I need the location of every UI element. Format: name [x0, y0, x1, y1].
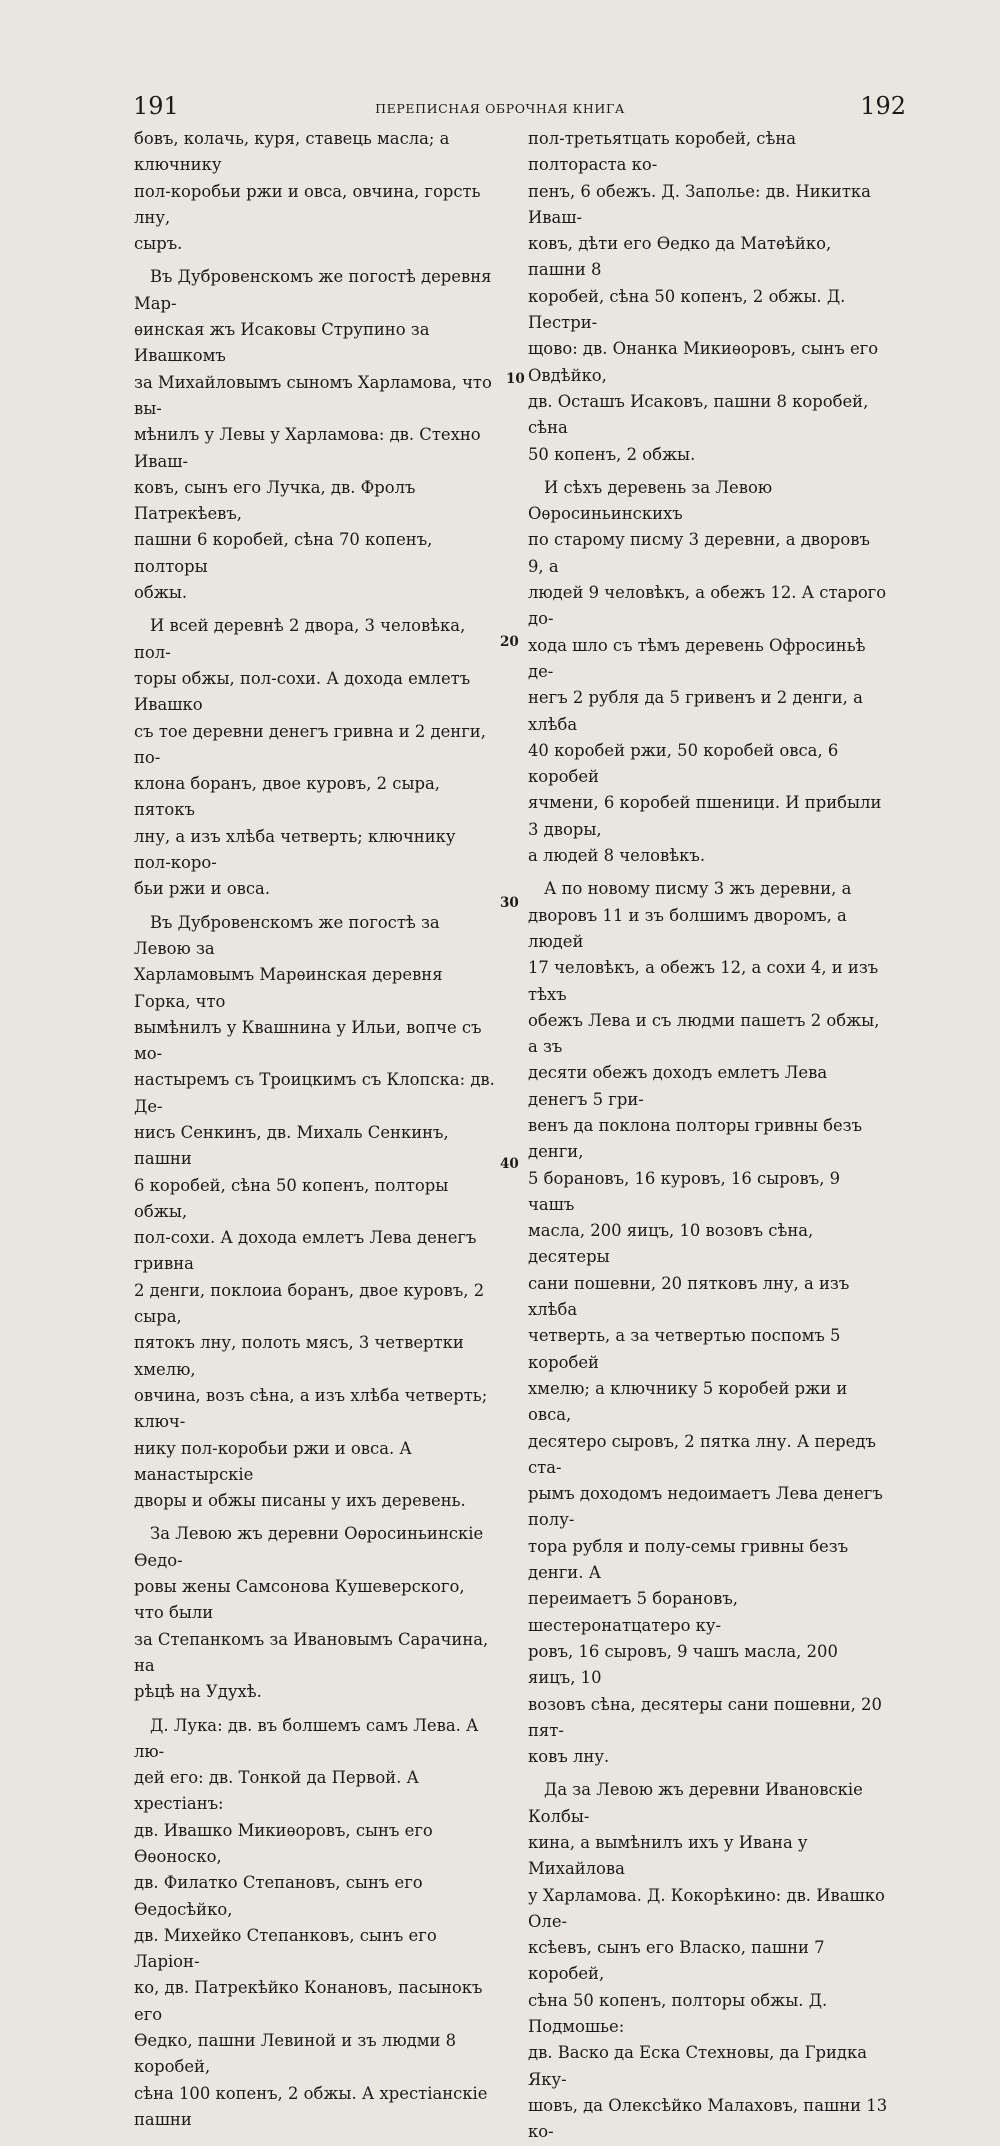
paragraph [134, 264, 496, 606]
text-line: хода шло съ тѣмъ деревень Офросиньѣ де- [528, 635, 866, 681]
text-line: клона боранъ, двое куровъ, 2 сыра, пятокъ [134, 774, 440, 820]
text-line: обежъ Лева и съ людми пашетъ 2 обжы, а зъ [528, 1010, 880, 1057]
text-line: ровы жены Самсонова Кушеверского, что были [134, 1577, 465, 1623]
paragraph [134, 126, 496, 257]
text-line: десятеро сыровъ, 2 пятка лну. А передъ ста- [528, 1431, 876, 1477]
text-line: пенъ, 6 обежъ. Д. Заполье: дв. Никитка Иваш- [528, 181, 871, 227]
text-line: ковъ лну. [528, 1747, 610, 1767]
text-line: Харламовымъ Марѳинская деревня Горка, что [134, 965, 443, 1011]
text-line: настыремъ съ Троицкимъ съ Клопска: дв. Де- [134, 1070, 495, 1116]
text-line: сани пошевни, 20 пятковъ лну, а изъ хлѣба [528, 1273, 850, 1320]
text-line: дв. Филатко Степановъ, сынъ его Ѳедосѣйко, [134, 1873, 423, 1919]
text-line: четверть, а за четвертью поспомъ 5 коробей [528, 1326, 841, 1372]
text-line: сыръ. [134, 234, 183, 254]
text-line: ѳинская жъ Исаковы Струпино за Ивашкомъ [134, 320, 430, 366]
paragraph [134, 910, 496, 1515]
running-title: ПЕРЕПИСНАЯ ОБРОЧНАЯ КНИГА [375, 101, 625, 116]
text-line: дей его: дв. Тонкой да Первой. А хрестіанъ: [134, 1768, 419, 1814]
text-line: обжы. [134, 583, 188, 603]
text-line: овчина, возъ сѣна, а изъ хлѣба четверть; ключ- [134, 1385, 488, 1432]
text-line: пашни 6 коробей, сѣна 70 копенъ, полторы [134, 530, 433, 576]
text-line: кина, а вымѣнилъ ихъ у Ивана у Михайлова [528, 1833, 808, 1879]
text-line: пол-коробьи ржи и овса, овчина, горсть лну, [134, 181, 481, 227]
text-line: масла, 200 яицъ, 10 возовъ сѣна, десятеры [528, 1221, 814, 1267]
text-line: Ѳедко, пашни Левиной и зъ людми 8 коробей, [134, 2031, 457, 2077]
text-line: переимаетъ 5 борановъ, шестеронатцатеро ку- [528, 1589, 738, 1635]
text-line: бьи ржи и овса. [134, 879, 271, 899]
text-line: дв. Ивашко Микиѳоровъ, сынъ его Ѳѳоноско, [134, 1820, 433, 1866]
text-line: дв. Осташъ Исаковъ, пашни 8 коробей, сѣна [528, 391, 869, 438]
text-line: Въ Дубровенскомъ же погостѣ деревня Мар- [134, 267, 492, 313]
text-line: возовъ сѣна, десятеры сани пошевни, 20 пят- [528, 1694, 882, 1740]
text-line: а людей 8 человѣкъ. [528, 846, 706, 866]
page-header [0, 92, 1000, 122]
left-column [134, 126, 496, 2133]
text-line: 17 человѣкъ, а обежъ 12, а сохи 4, и изъ тѣхъ [528, 958, 879, 1004]
text-line: торы обжы, пол-сохи. А дохода емлетъ Ивашко [134, 668, 471, 715]
text-line: дворовъ 11 и зъ болшимъ дворомъ, а людей [528, 905, 847, 951]
text-line: 5 борановъ, 16 куровъ, 16 сыровъ, 9 чашъ [528, 1168, 841, 1214]
text-line: ковъ, сынъ его Лучка, дв. Фролъ Патрекѣевъ, [134, 477, 416, 524]
line-number-30: 30 [500, 895, 519, 911]
text-line: нисъ Сенкинъ, дв. Михаль Сенкинъ, пашни [134, 1122, 449, 1169]
paragraph [134, 613, 496, 902]
text-line: Въ Дубровенскомъ же погостѣ за Левою за [134, 912, 440, 958]
text-line: рымъ доходомъ недоимаетъ Лева денегъ полу- [528, 1484, 883, 1530]
paragraph [528, 126, 890, 468]
paragraph [528, 1777, 890, 2145]
right-column [528, 126, 890, 2146]
paragraph [134, 1713, 496, 2134]
text-line: коробей, сѣна 50 копенъ, 2 обжы. Д. Пестри- [528, 286, 846, 333]
text-line: рѣцѣ на Удухѣ. [134, 1682, 262, 1702]
text-line: хмелю; а ключнику 5 коробей ржи и овса, [528, 1378, 848, 1425]
text-line: пол-сохи. А дохода емлетъ Лева денегъ гривна [134, 1228, 477, 1274]
text-line: сѣна 100 копенъ, 2 обжы. А хрестіанскіе пашни [134, 2083, 488, 2129]
text-line: 6 коробей, сѣна 50 копенъ, полторы обжы, [134, 1175, 449, 1221]
text-line: А по новому писму 3 жъ деревни, а [544, 879, 852, 899]
text-line: ксѣевъ, сынъ его Власко, пашни 7 коробей, [528, 1938, 825, 1984]
text-line: мѣнилъ у Левы у Харламова: дв. Стехно Иваш- [134, 425, 481, 471]
text-line: пятокъ лну, полоть мясъ, 3 четвертки хмелю, [134, 1333, 464, 1379]
text-line: лну, а изъ хлѣба четверть; ключнику пол-коро- [134, 826, 456, 873]
text-line: ровъ, 16 сыровъ, 9 чашъ масла, 200 яицъ, 10 [528, 1641, 838, 1688]
text-line: 2 денги, поклоиа боранъ, двое куровъ, 2 сыра, [134, 1280, 485, 1327]
line-number-40: 40 [500, 1156, 519, 1172]
text-line: людей 9 человѣкъ, а обежъ 12. А старого до- [528, 583, 887, 629]
text-line: ковъ, дѣти его Ѳедко да Матѳѣйко, пашни 8 [528, 234, 832, 280]
text-line: Да за Левою жъ деревни Ивановскіе Колбы- [528, 1780, 863, 1826]
text-line: вымѣнилъ у Квашнина у Ильи, вопче съ мо- [134, 1017, 482, 1064]
text-line: за Степанкомъ за Ивановымъ Сарачина, на [134, 1629, 489, 1675]
text-line: За Левою жъ деревни Оѳросиньинскіе Ѳедо- [134, 1524, 484, 1570]
paragraph [528, 475, 890, 869]
text-line: за Михайловымъ сыномъ Харламова, что вы- [134, 372, 492, 418]
text-line: венъ да поклона полторы гривны безъ денги, [528, 1115, 863, 1162]
line-number-10: 10 [506, 371, 525, 387]
text-line: шовъ, да Олексѣйко Малаховъ, пашни 13 ко- [528, 2095, 888, 2142]
text-line: дв. Васко да Еска Стехновы, да Гридка Яку- [528, 2043, 867, 2089]
text-line: тора рубля и полу-семы гривны безъ денги. А [528, 1536, 849, 1583]
text-line: 50 копенъ, 2 обжы. [528, 444, 696, 464]
text-line: нику пол-коробьи ржи и овса. А манастырскіе [134, 1438, 412, 1484]
text-line: сѣна 50 копенъ, полторы обжы. Д. Подмошье: [528, 1990, 828, 2037]
text-line: бовъ, колачь, куря, ставець масла; а ключнику [134, 129, 450, 175]
text-line: десяти обежъ доходъ емлетъ Лева денегъ 5 гри- [528, 1063, 828, 1109]
text-line: у Харламова. Д. Кокорѣкино: дв. Ивашко Оле- [528, 1885, 885, 1931]
text-line: ко, дв. Патрекѣйко Конановъ, пасынокъ его [134, 1978, 483, 2024]
page-number-right: 192 [860, 92, 906, 120]
paragraph [528, 876, 890, 1770]
text-line: съ тое деревни денегъ гривна и 2 денги, по- [134, 721, 486, 767]
paragraph [134, 1521, 496, 1705]
text-line: дв. Михейко Степанковъ, сынъ его Ларіон- [134, 1925, 437, 1972]
page-number-left: 191 [133, 92, 179, 120]
text-line: И сѣхъ деревень за Левою Оѳросиньинскихъ [528, 477, 773, 524]
text-line: ячмени, 6 коробей пшеници. И прибыли 3 дворы, [528, 793, 882, 839]
line-number-20: 20 [500, 634, 519, 650]
text-line: по старому писму 3 деревни, а дворовъ 9, а [528, 530, 870, 576]
text-line: дворы и обжы писаны у ихъ деревень. [134, 1491, 466, 1511]
text-line: Д. Лука: дв. въ болшемъ самъ Лева. А лю- [134, 1715, 479, 1761]
text-line: негъ 2 рубля да 5 гривенъ и 2 денги, а хлѣба [528, 688, 863, 734]
text-line: щово: дв. Онанка Микиѳоровъ, сынъ его Овдѣйко, [528, 339, 879, 385]
text-line: пол-третьятцать коробей, сѣна полтораста ко- [528, 129, 797, 175]
text-line: И всей деревнѣ 2 двора, 3 человѣка, пол- [134, 616, 466, 662]
text-line: 40 коробей ржи, 50 коробей овса, 6 коробей [528, 740, 839, 787]
